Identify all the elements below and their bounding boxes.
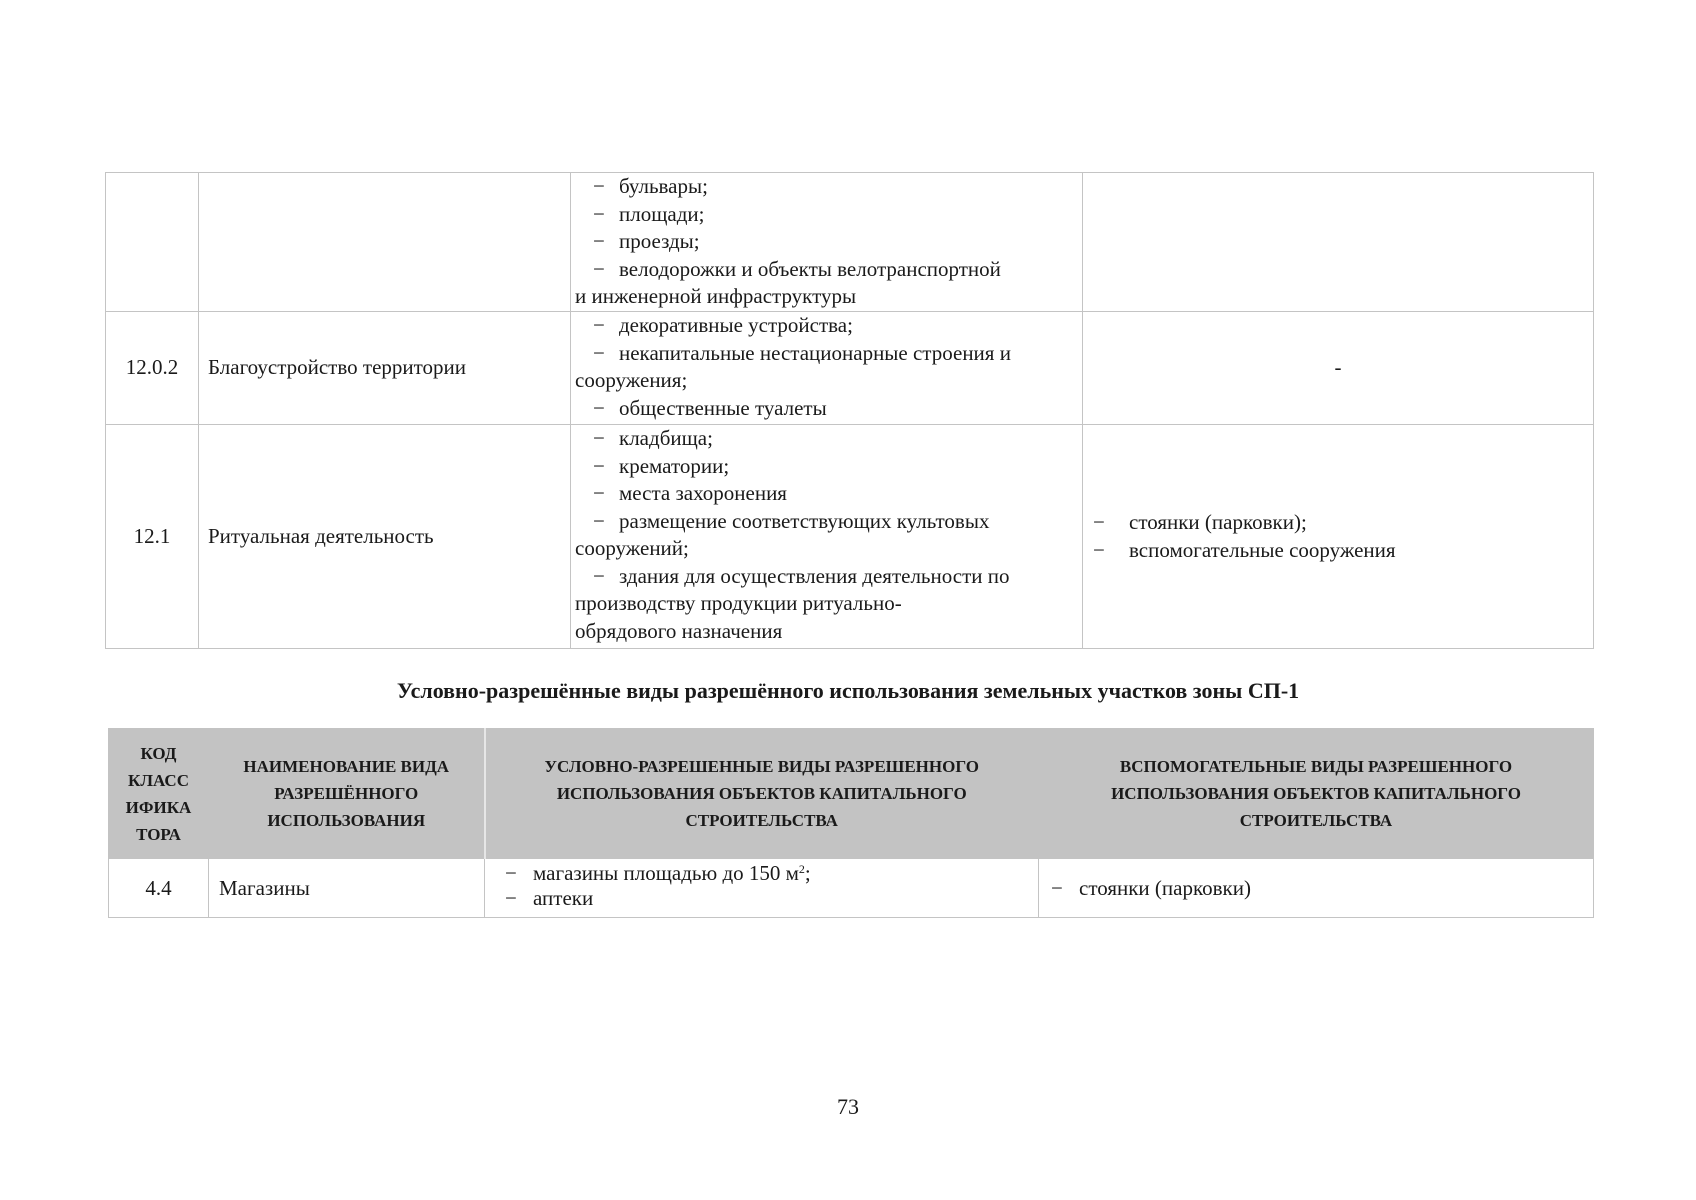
list-item: − проезды; (593, 229, 700, 253)
list-item: − площади; (593, 201, 705, 226)
list-item: − аптеки (505, 886, 594, 910)
code-cell (106, 173, 199, 312)
list-item: − велодорожки и объекты велотранспортной (593, 256, 1001, 281)
table-row (106, 425, 1594, 649)
permitted-use-table-continuation (105, 172, 1594, 649)
list-item: − размещение соответствующих культовых (593, 508, 990, 533)
conditional-use-table (108, 728, 1594, 918)
table-header-row (109, 729, 1594, 859)
aux-cell: - (1083, 312, 1594, 425)
name-cell: Благоустройство территории (199, 312, 571, 425)
list-item: − бульвары; (593, 174, 708, 198)
list-item-continuation: сооружения; (575, 368, 688, 392)
list-item: − места захоронения (593, 481, 787, 505)
section-title: Условно-разрешённые виды разрешённого использования земельных участков зоны СП-1 (396, 678, 1300, 703)
list-item-continuation: сооружений; (575, 536, 689, 560)
aux-cell (1083, 173, 1594, 312)
name-cell (199, 173, 571, 312)
list-item: − здания для осуществления деятельности по (593, 563, 1010, 588)
uses-cell (571, 425, 1083, 649)
header-conditional-uses: УСЛОВНО-РАЗРЕШЕННЫЕ ВИДЫ РАЗРЕШЕННОГО ИСПОЛЬЗОВАНИЯ ОБЪЕКТОВ КАПИТАЛЬНОГО СТРОИТЕЛЬСТВА (485, 729, 1039, 859)
name-cell: Ритуальная деятельность (199, 425, 571, 649)
list-item: − стоянки (парковки); (1093, 510, 1307, 534)
list-item-continuation: обрядового назначения (575, 618, 783, 643)
aux-cell (1083, 425, 1594, 649)
list-item: − крематории; (593, 453, 730, 478)
uses-cell (571, 312, 1083, 425)
name-cell: Магазины (209, 859, 485, 918)
uses-cell (485, 859, 1039, 918)
table-row (109, 859, 1594, 918)
table-row (106, 173, 1594, 312)
aux-cell: − стоянки (парковки) (1039, 859, 1594, 918)
page-number: 73 (837, 1094, 859, 1119)
list-item: − декоративные устройства; (593, 313, 853, 337)
header-name: НАИМЕНОВАНИЕ ВИДА РАЗРЕШЁННОГО ИСПОЛЬЗОВАНИЯ (209, 729, 485, 859)
header-code: КОД КЛАСС ИФИКА ТОРА (109, 729, 209, 859)
code-cell: 12.1 (106, 425, 199, 649)
header-auxiliary-uses: ВСПОМОГАТЕЛЬНЫЕ ВИДЫ РАЗРЕШЕННОГО ИСПОЛЬЗОВАНИЯ ОБЪЕКТОВ КАПИТАЛЬНОГО СТРОИТЕЛЬСТВА (1039, 729, 1594, 859)
list-item: − магазины площадью до 150 $м^2$; (505, 861, 811, 885)
code-cell: 12.0.2 (106, 312, 199, 425)
list-item: − вспомогательные сооружения (1093, 537, 1396, 562)
uses-cell (571, 173, 1083, 312)
list-item: − кладбища; (593, 426, 713, 450)
list-item: − общественные туалеты (593, 395, 827, 420)
list-item: − некапитальные нестационарные строения и (593, 340, 1011, 365)
list-item-continuation: и инженерной инфраструктуры (575, 284, 857, 308)
list-item-continuation: производству продукции ритуально- (575, 591, 902, 615)
code-cell: 4.4 (109, 859, 209, 918)
table-row (106, 312, 1594, 425)
